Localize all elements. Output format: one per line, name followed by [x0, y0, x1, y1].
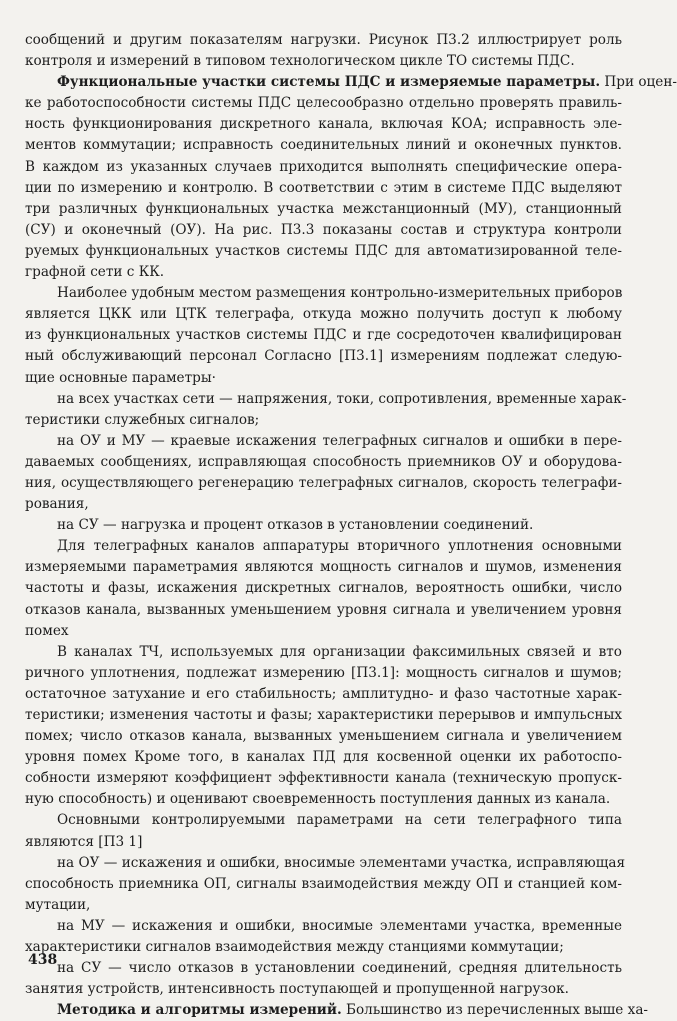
text-line [25, 30, 622, 51]
line-text: является ЦКК или ЦТК телеграфа, откуда можно получить доступ к любому [25, 306, 622, 323]
text-line [25, 431, 622, 452]
text-line [25, 473, 622, 494]
text-line [25, 958, 622, 979]
text-line [25, 810, 622, 831]
text-line [25, 789, 622, 810]
text-line [25, 832, 622, 853]
text-line [25, 494, 622, 515]
line-text: на МУ — искажения и ошибки, вносимые элементами участка, временные [57, 917, 622, 934]
line-text: характеристики сигналов взаимодействия между станциями коммутации; [25, 939, 564, 956]
line-text: Наиболее удобным местом размещения контрольно-измерительных приборов [57, 285, 623, 302]
line-text: руемых функциональных участков системы ПДС для автоматизированной теле- [25, 242, 622, 259]
text-line [25, 578, 622, 599]
line-text: на ОУ — искажения и ошибки, вносимые элементами участка, исправляющая [57, 854, 626, 871]
text-line [25, 874, 622, 895]
line-text: на СУ — число отказов в установлении соединений, средняя длительность [57, 960, 622, 977]
section-heading: Функциональные участки системы ПДС и измеряемые параметры. [57, 74, 601, 91]
text-line [25, 410, 622, 431]
line-text: на всех участках сети — напряжения, токи, сопротивления, временные харак- [57, 390, 627, 407]
line-text: Основными контролируемыми параметрами на сети телеграфного типа [57, 812, 622, 829]
line-text: Для телеграфных каналов аппаратуры вторичного уплотнения основными [57, 538, 622, 555]
line-text: занятия устройств, интенсивность поступающей и пропущенной нагрузок. [25, 981, 569, 998]
text-line [25, 346, 622, 367]
text-line [25, 1000, 649, 1021]
text-line [25, 895, 622, 916]
text-line [25, 178, 622, 199]
text-line [25, 368, 622, 389]
line-text: на ОУ и МУ — краевые искажения телеграфных сигналов и ошибки в пере- [57, 432, 622, 449]
line-text: ке работоспособности системы ПДС целесообразно отдельно проверять правиль- [25, 95, 622, 112]
text-line [25, 135, 622, 156]
text-line [25, 663, 622, 684]
page-number: 438 [28, 952, 58, 968]
line-text: рования, [25, 496, 89, 513]
line-text: из функциональных участков системы ПДС и где сосредоточен квалифицирован [25, 327, 622, 344]
text-line [25, 937, 622, 958]
text-line [25, 853, 626, 874]
line-text: измеряемыми параметрамия являются мощность сигналов и шумов, изменения [25, 559, 622, 576]
line-text: помех; число отказов канала, вызванных уменьшением сигнала и увеличением [25, 728, 622, 745]
text-line [25, 642, 622, 663]
text-line [25, 199, 622, 220]
line-text: отказов канала, вызванных уменьшением уровня сигнала и увеличением уровня [25, 601, 622, 618]
line-text: ричного уплотнения, подлежат измерению [П3.1]: мощность сигналов и шумов; [25, 664, 622, 681]
text-line [25, 51, 622, 72]
text-line [25, 241, 622, 262]
text-line [25, 304, 622, 325]
text-line [25, 325, 622, 346]
line-text: помех [25, 622, 69, 639]
body-text [25, 30, 677, 1021]
text-line [25, 705, 622, 726]
text-line [25, 600, 622, 621]
line-text: В каналах ТЧ, используемых для организации факсимильных связей и вто [57, 643, 622, 660]
line-text: являются [П3 1] [25, 833, 143, 850]
line-text: ментов коммутации; исправность соединительных линий и оконечных пунктов. [25, 137, 622, 154]
text-line [25, 515, 622, 536]
text-line [25, 621, 622, 642]
text-line [25, 114, 622, 135]
line-text: на СУ — нагрузка и процент отказов в установлении соединений. [57, 517, 534, 534]
text-line [25, 389, 627, 410]
line-text: теристики; изменения частоты и фазы; характеристики перерывов и импульсных [25, 707, 622, 723]
section-heading: Методика и алгоритмы измерений. [57, 1002, 342, 1019]
line-text: даваемых сообщениях, исправляющая способность приемников ОУ и оборудова- [25, 453, 622, 470]
line-text: мутации, [25, 896, 91, 913]
text-line [25, 979, 622, 1000]
text-line [25, 768, 622, 789]
line-text: собности измеряют коэффициент эффективности канала (техническую пропуск- [25, 770, 622, 787]
line-text: контроля и измерений в типовом технологическом цикле ТО системы ПДС. [25, 53, 575, 70]
text-line [25, 452, 622, 473]
text-line [25, 93, 622, 114]
line-text: уровня помех Кроме того, в каналах ПД для косвенной оценки их работоспо- [25, 749, 622, 766]
line-text: ный обслуживающий персонал Согласно [П3.1] измерениям подлежат следую- [25, 348, 622, 365]
text-line [25, 157, 622, 178]
text-line [25, 684, 622, 705]
text-line [25, 220, 622, 241]
text-line [25, 536, 622, 557]
line-text: ную способность) и оценивают своевременность поступления данных из канала. [25, 791, 611, 808]
line-text: щие основные параметры· [25, 369, 216, 386]
line-text: ния, осуществляющего регенерацию телеграфных сигналов, скорость телеграфи- [25, 474, 622, 491]
line-text: способность приемника ОП, сигналы взаимодействия между ОП и станцией ком- [25, 875, 622, 892]
line-text: При оцен- [600, 74, 677, 91]
line-text: сообщений и другим показателям нагрузки. Рисунок П3.2 иллюстрирует роль [25, 32, 622, 48]
line-text: теристики служебных сигналов; [25, 411, 260, 428]
line-text: (СУ) и оконечный (ОУ). На рис. П3.3 показаны состав и структура контроли [25, 221, 622, 238]
text-line [25, 262, 622, 283]
line-text: Большинство из перечисленных выше ха- [341, 1002, 649, 1019]
line-text: остаточное затухание и его стабильность; амплитудно- и фазо частотные харак- [25, 685, 622, 702]
text-line [25, 72, 677, 93]
text-line [25, 747, 622, 768]
line-text: три различных функциональных участка межстанционный (МУ), станционный [25, 200, 622, 217]
line-text: В каждом из указанных случаев приходится выполнять специфические опера- [25, 158, 622, 175]
text-line [25, 557, 622, 578]
text-line [25, 726, 622, 747]
line-text: ции по измерению и контролю. В соответствии с этим в системе ПДС выделяют [25, 179, 622, 196]
text-line [25, 283, 622, 304]
line-text: графной сети с КК. [25, 264, 165, 281]
line-text: ность функционирования дискретного канала, включая КОА; исправность эле- [25, 116, 622, 133]
text-line [25, 916, 622, 937]
line-text: частоты и фазы, искажения дискретных сигналов, вероятность ошибки, число [25, 580, 622, 597]
